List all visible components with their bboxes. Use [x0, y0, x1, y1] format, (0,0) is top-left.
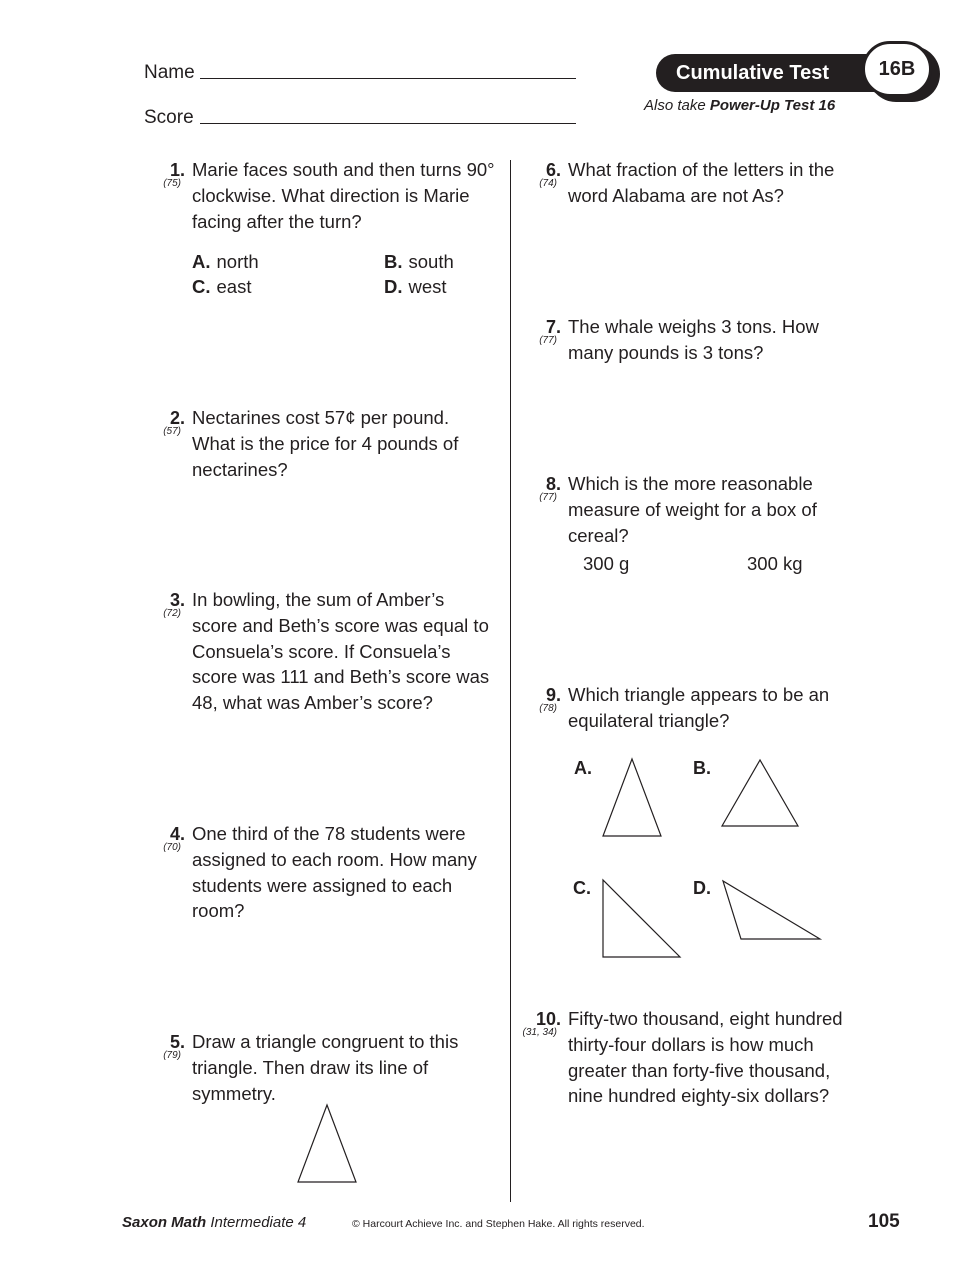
- option-letter: B.: [384, 251, 403, 272]
- triangle-d: [723, 881, 820, 939]
- triangle-a: [603, 759, 661, 836]
- option-letter: D.: [384, 276, 403, 297]
- question-4-ref: (70): [163, 842, 181, 853]
- question-6-text: What fraction of the letters in the word Alabama are not As?: [568, 159, 835, 206]
- question-6-ref: (74): [539, 178, 557, 189]
- question-9-ref: (78): [539, 703, 557, 714]
- question-2-ref: (57): [163, 426, 181, 437]
- question-9-number: 9.: [545, 685, 561, 705]
- triangle-b: [722, 760, 798, 826]
- triangle-a-label[interactable]: A.: [574, 758, 592, 778]
- question-6-number: 6.: [545, 160, 561, 180]
- question-1-text: Marie faces south and then turns 90° clockwise. What direction is Marie facing after the turn?: [192, 159, 495, 232]
- question-10-ref: (31, 34): [522, 1027, 557, 1038]
- question-8-choice-2[interactable]: 300 kg: [747, 553, 803, 574]
- question-1-ref: (75): [163, 178, 181, 189]
- triangle-c: [603, 880, 680, 957]
- question-2-text: Nectarines cost 57¢ per pound. What is the price for 4 pounds of nectarines?: [192, 407, 459, 480]
- question-10-number: 10.: [535, 1009, 561, 1029]
- question-8-text: Which is the more reasonable measure of weight for a box of cereal?: [568, 473, 817, 546]
- page-number: 105: [868, 1211, 900, 1232]
- question-1-number: 1.: [169, 160, 185, 180]
- triangle-d-label[interactable]: D.: [693, 878, 711, 898]
- question-9-text: Which triangle appears to be an equilateral triangle?: [568, 684, 830, 731]
- triangle-c-label[interactable]: C.: [573, 878, 591, 898]
- question-7-ref: (77): [539, 335, 557, 346]
- also-prefix: Also take: [644, 97, 706, 114]
- question-10-text: Fifty-two thousand, eight hundred thirty-four dollars is how much greater than forty-five thousand, nine hundred eighty-six dollars?: [568, 1008, 843, 1107]
- option-value: north: [216, 251, 259, 272]
- footer-book-title: [122, 1214, 306, 1231]
- test-banner: Cumulative Test: [656, 54, 906, 92]
- triangle-b-label[interactable]: B.: [693, 758, 711, 778]
- option-letter: C.: [192, 276, 211, 297]
- question-2-number: 2.: [169, 408, 185, 428]
- book-title-rest: Intermediate 4: [210, 1214, 307, 1231]
- question-5-number: 5.: [169, 1032, 185, 1052]
- question-4-text: One third of the 78 students were assigned to each room. How many students were assigned to each room?: [192, 823, 477, 922]
- option-letter: A.: [192, 251, 211, 272]
- question-3-ref: (72): [163, 608, 181, 619]
- question-8-number: 8.: [545, 474, 561, 494]
- question-4-number: 4.: [169, 824, 185, 844]
- also-test-name: Power-Up Test 16: [709, 97, 836, 114]
- question-3-text: In bowling, the sum of Amber’s score and Beth’s score was equal to Consuela’s score. If Consuela’s score was 111 and Beth’s score was 48, what was Amber’s score?: [192, 589, 490, 714]
- question-3-number: 3.: [169, 590, 185, 610]
- question-7-number: 7.: [545, 317, 561, 337]
- option-value: east: [216, 276, 252, 297]
- question-7-text: The whale weighs 3 tons. How many pounds is 3 tons?: [568, 316, 819, 363]
- question-5-ref: (79): [163, 1050, 181, 1061]
- question-8-ref: (77): [539, 492, 557, 503]
- copyright: © Harcourt Achieve Inc. and Stephen Hake. All rights reserved.: [352, 1218, 645, 1230]
- name-label: Name: [144, 62, 195, 83]
- book-title-bold: Saxon Math: [122, 1214, 207, 1231]
- option-value: west: [408, 276, 447, 297]
- question-8-choice-1[interactable]: 300 g: [583, 553, 630, 574]
- option-value: south: [408, 251, 454, 272]
- question-5-text: Draw a triangle congruent to this triangle. Then draw its line of symmetry.: [192, 1031, 459, 1104]
- score-label: Score: [144, 107, 194, 128]
- test-id-badge: 16B: [862, 41, 932, 97]
